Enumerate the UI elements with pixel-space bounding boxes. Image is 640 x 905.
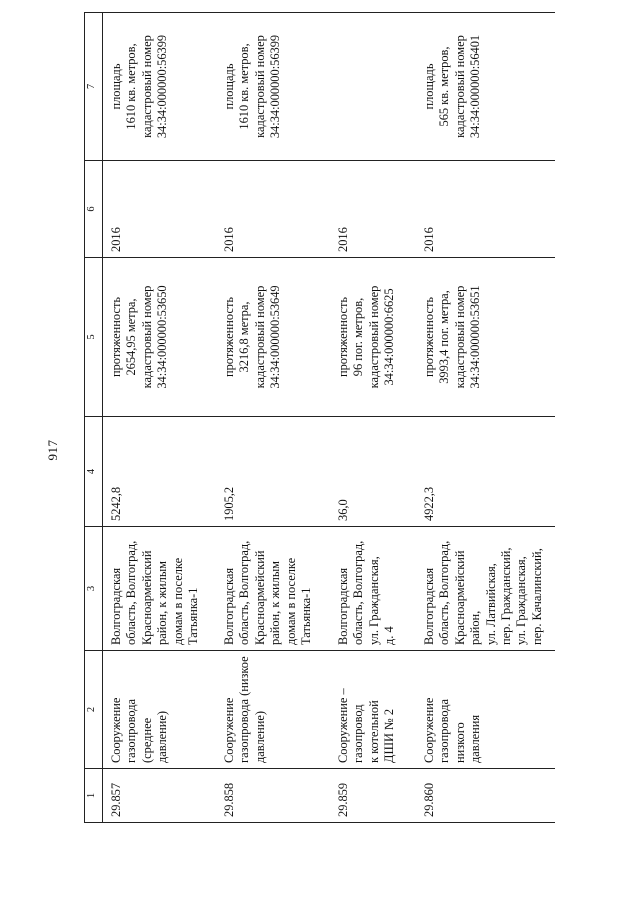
row-number-cell: 29.860 [416,769,555,823]
address-cell: Волгоградская область, Волгоград, ул. Гражданская, д. 4 [330,527,416,651]
value-cell: 5242,8 [103,417,217,527]
land-plot-cell: площадь 1610 кв. метров, кадастровый номер 34:34:000000:56399 [216,13,330,161]
table-row [103,13,217,823]
column-header: 1 [85,769,103,823]
characteristics-cell: протяженность 2654,95 метра, кадастровый номер 34:34:000000:53650 [103,258,217,417]
row-number-cell: 29.859 [330,769,416,823]
row-number-cell: 29.858 [216,769,330,823]
column-header: 2 [85,651,103,769]
characteristics-cell: протяженность 96 пог. метров, кадастровый номер 34:34:000000:6625 [330,258,416,417]
land-plot-cell: площадь 1610 кв. метров, кадастровый номер 34:34:000000:56399 [103,13,217,161]
land-plot-cell [330,13,416,161]
object-name-cell: Сооружение газопровода (низкое давление) [216,651,330,769]
land-plot-cell: площадь 565 кв. метров, кадастровый номер 34:34:000000:56401 [416,13,555,161]
address-cell: Волгоградская область, Волгоград, Красноармейский район, к жилым домам в поселке Татьянка-1 [103,527,217,651]
value-cell: 4922,3 [416,417,555,527]
column-header: 6 [85,161,103,258]
year-cell: 2016 [216,161,330,258]
characteristics-cell: протяженность 3993,4 пог. метра, кадастровый номер 34:34:000000:53651 [416,258,555,417]
object-name-cell: Сооружение газопровода (среднее давление) [103,651,217,769]
value-cell: 36,0 [330,417,416,527]
row-number-cell: 29.857 [103,769,217,823]
year-cell: 2016 [330,161,416,258]
characteristics-cell: протяженность 3216,8 метра, кадастровый номер 34:34:000000:53649 [216,258,330,417]
table-header-row [85,13,103,823]
property-registry-table [84,12,555,823]
column-header: 4 [85,417,103,527]
object-name-cell: Сооружение газопровода низкого давления [416,651,555,769]
address-cell: Волгоградская область, Волгоград, Красноармейский район, к жилым домам в поселке Татьянка-1 [216,527,330,651]
page-number: 917 [45,439,60,461]
table-row [416,13,555,823]
year-cell: 2016 [103,161,217,258]
object-name-cell: Сооружение – газопровод к котельной ДШИ № 2 [330,651,416,769]
table-row [216,13,330,823]
column-header: 7 [85,13,103,161]
value-cell: 1905,2 [216,417,330,527]
address-cell: Волгоградская область, Волгоград, Красноармейский район, ул. Латвийская, пер. Гражданский, ул. Гражданская, пер. Качалинский, [416,527,555,651]
table-row [330,13,416,823]
column-header: 3 [85,527,103,651]
year-cell: 2016 [416,161,555,258]
column-header: 5 [85,258,103,417]
